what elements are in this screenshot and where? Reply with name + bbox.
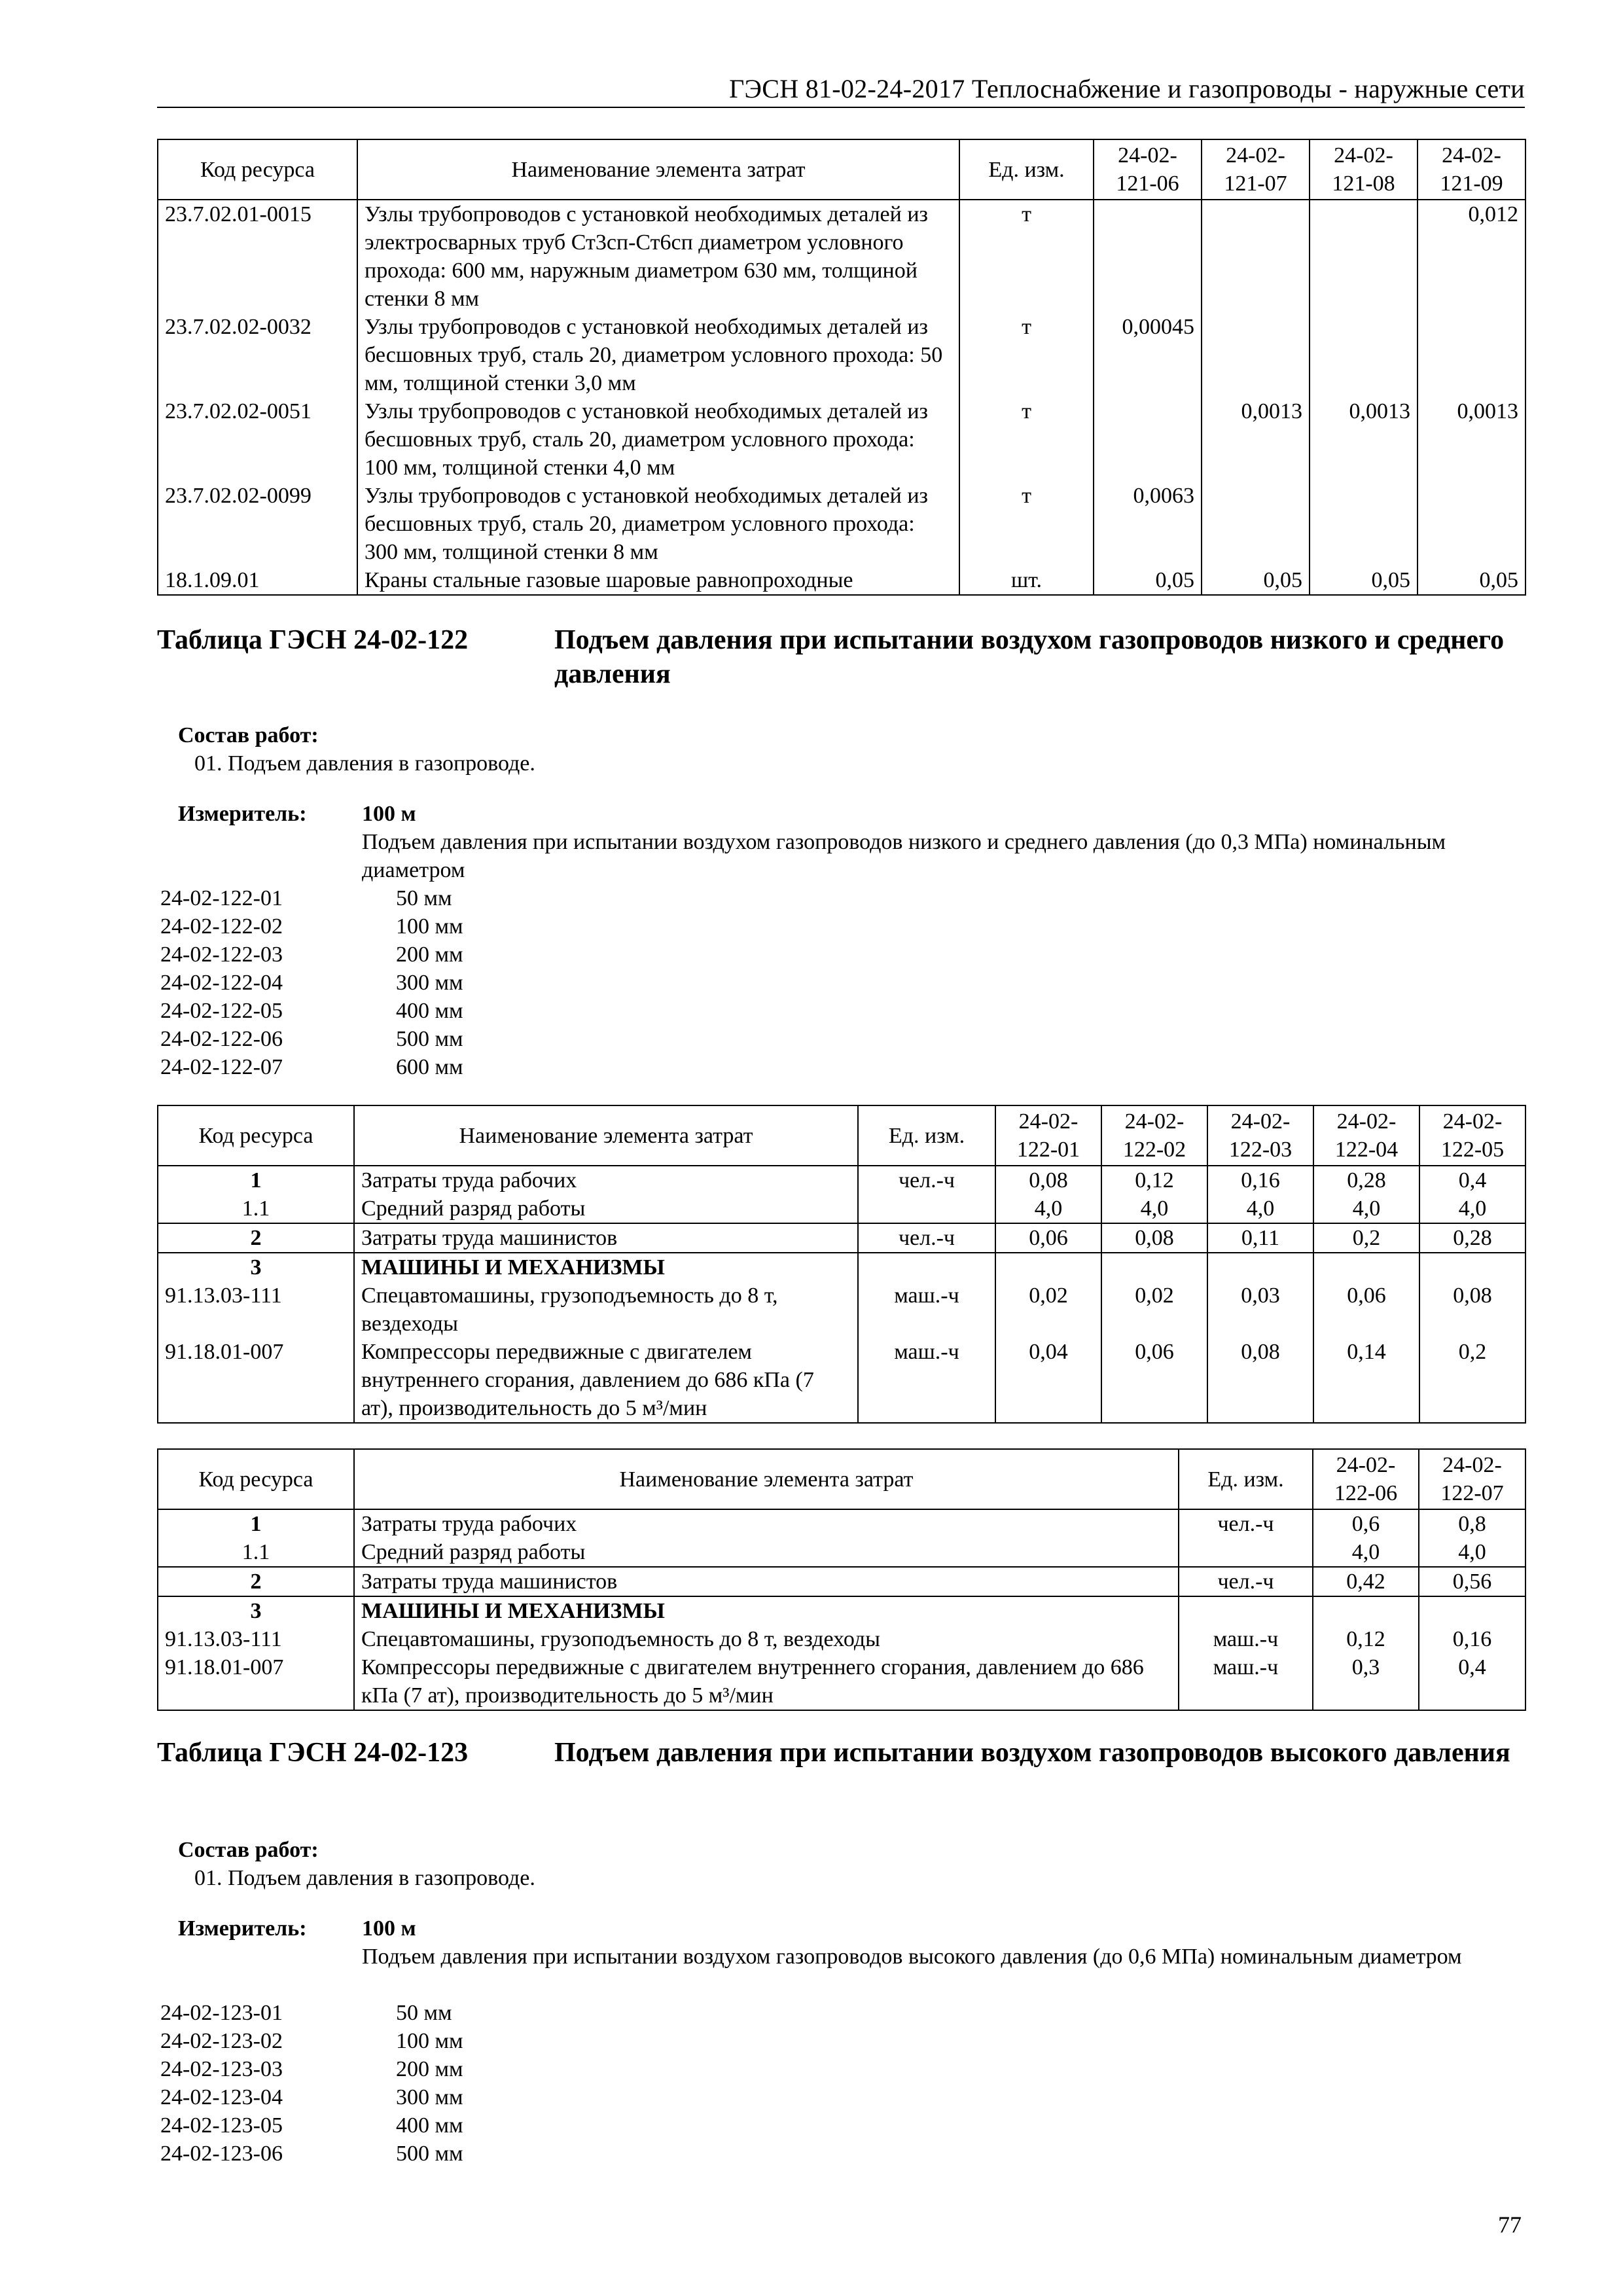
cell-value: 0,4 [1419,1653,1525,1710]
table-row [158,1194,1525,1223]
cell-value [1310,482,1418,566]
table-row [158,1223,1525,1253]
cell-value: 0,28 [1313,1166,1419,1194]
norm-diameter: 200 мм [396,942,463,967]
cell-value [1094,397,1202,482]
norm-code: 24-02-123-02 [160,2029,283,2053]
cell-value: 4,0 [995,1194,1101,1223]
cell-unit: шт. [959,566,1094,595]
table-123-label: Таблица ГЭСН 24-02-123 [157,1738,469,1768]
table-122-label: Таблица ГЭСН 24-02-122 [157,625,469,655]
norm-code: 24-02-123-05 [160,2113,283,2138]
table-122-resources-a [157,1105,1526,1424]
norm-code: 24-02-123-06 [160,2142,283,2166]
cell-code: 1.1 [158,1194,354,1223]
norm-diameter: 300 мм [396,2085,463,2109]
cell-unit: т [959,313,1094,397]
cell-code: 3 [158,1596,354,1625]
cell-unit [1179,1538,1313,1567]
norm-diameter: 500 мм [396,1027,463,1051]
cell-value [1101,1253,1207,1282]
cell-value [1419,1596,1525,1625]
cell-value: 0,28 [1419,1223,1525,1253]
table-row [158,1625,1525,1653]
cell-unit: маш.-ч [858,1282,995,1338]
work-composition-label: Состав работ: [178,723,319,747]
cell-name: МАШИНЫ И МЕХАНИЗМЫ [354,1596,1179,1625]
cell-unit: маш.-ч [1179,1625,1313,1653]
cell-value: 4,0 [1207,1194,1313,1223]
cell-name: Узлы трубопроводов с установкой необходимых деталей из бесшовных труб, сталь 20, диаметром условного прохода: 100 мм, толщиной стенки 4,0 мм [357,397,959,482]
norm-diameter: 400 мм [396,2113,463,2138]
norm-diameter: 400 мм [396,999,463,1023]
cell-value: 0,03 [1207,1282,1313,1338]
cell-code: 91.13.03-111 [158,1625,354,1653]
col-header-unit: Ед. изм. [959,139,1094,200]
cell-value: 0,8 [1419,1509,1525,1538]
table-row [158,1567,1525,1596]
cell-code: 1 [158,1509,354,1538]
cell-value [1418,482,1525,566]
cell-value: 0,06 [995,1223,1101,1253]
cell-value: 0,4 [1419,1166,1525,1194]
cell-value: 0,08 [1101,1223,1207,1253]
table-row [158,1166,1525,1194]
cell-code: 2 [158,1223,354,1253]
cell-unit: маш.-ч [1179,1653,1313,1710]
table-row [158,200,1525,313]
col-header-code: Код ресурса [158,1449,354,1509]
cell-value [995,1253,1101,1282]
cell-code: 1 [158,1166,354,1194]
norm-list-122 [160,884,815,1081]
norm-diameter: 100 мм [396,2029,463,2053]
cell-value: 0,06 [1101,1338,1207,1423]
cell-value: 0,12 [1313,1625,1419,1653]
norm-code: 24-02-123-03 [160,2057,283,2081]
cell-value: 0,04 [995,1338,1101,1423]
cell-code: 1.1 [158,1538,354,1567]
header-rule [157,107,1525,108]
cell-unit: чел.-ч [1179,1509,1313,1538]
page-number: 77 [1498,2212,1522,2238]
norm-diameter: 50 мм [396,2001,452,2025]
norm-diameter: 600 мм [396,1055,463,1079]
cell-code: 91.18.01-007 [158,1338,354,1423]
norm-code: 24-02-122-01 [160,886,283,910]
cell-value: 0,2 [1419,1338,1525,1423]
table-row [158,566,1525,595]
col-header-norm: 24-02- 121-09 [1418,139,1525,200]
cell-value: 0,02 [995,1282,1101,1338]
norm-diameter: 100 мм [396,914,463,939]
cell-name: Узлы трубопроводов с установкой необходимых деталей из электросварных труб Ст3сп-Ст6сп диаметром условного прохода: 600 мм, наружным диаметром 630 мм, толщиной стенки 8 мм [357,200,959,313]
table-row [158,1509,1525,1538]
cell-unit: чел.-ч [1179,1567,1313,1596]
table-row [158,1282,1525,1338]
cell-name: Затраты труда рабочих [354,1509,1179,1538]
cell-code: 2 [158,1567,354,1596]
cell-name: Затраты труда рабочих [354,1166,858,1194]
cell-name: МАШИНЫ И МЕХАНИЗМЫ [354,1253,858,1282]
cell-value: 0,05 [1418,566,1525,595]
cell-unit: чел.-ч [858,1223,995,1253]
cell-value [1313,1253,1419,1282]
cell-code: 23.7.02.02-0099 [158,482,357,566]
cell-value: 0,08 [1207,1338,1313,1423]
col-header-norm: 24-02- 122-03 [1207,1105,1313,1166]
cell-value: 4,0 [1313,1538,1419,1567]
col-header-norm: 24-02- 121-06 [1094,139,1202,200]
table-123-title: Подъем давления при испытании воздухом газопроводов высокого давления [554,1738,1510,1768]
col-header-unit: Ед. изм. [858,1105,995,1166]
norm-diameter: 300 мм [396,971,463,995]
cell-name: Затраты труда машинистов [354,1223,858,1253]
cell-name: Компрессоры передвижные с двигателем внутреннего сгорания, давлением до 686 кПа (7 ат), производительность до 5 м³/мин [354,1338,858,1423]
table-122-resources-b [157,1448,1526,1711]
cell-value: 0,05 [1094,566,1202,595]
cell-value: 0,012 [1418,200,1525,313]
col-header-norm: 24-02- 122-02 [1101,1105,1207,1166]
col-header-norm: 24-02- 122-01 [995,1105,1101,1166]
cell-code: 91.13.03-111 [158,1282,354,1338]
cell-unit: т [959,482,1094,566]
cell-name: Затраты труда машинистов [354,1567,1179,1596]
cell-value: 0,6 [1313,1509,1419,1538]
col-header-name: Наименование элемента затрат [357,139,959,200]
work-composition-item: 01. Подъем давления в газопроводе. [194,1866,535,1890]
cell-unit: т [959,200,1094,313]
norm-code: 24-02-122-07 [160,1055,283,1079]
cell-value: 0,12 [1101,1166,1207,1194]
cell-name: Спецавтомашины, грузоподъемность до 8 т, вездеходы [354,1625,1179,1653]
cell-value: 0,00045 [1094,313,1202,397]
col-header-code: Код ресурса [158,1105,354,1166]
table-row [158,1538,1525,1567]
cell-value: 0,16 [1207,1166,1313,1194]
col-header-name: Наименование элемента затрат [354,1105,858,1166]
table-121-continuation [157,139,1526,596]
meter-value: 100 м [362,802,416,826]
cell-value [1313,1596,1419,1625]
cell-unit [858,1253,995,1282]
col-header-norm: 24-02- 121-08 [1310,139,1418,200]
cell-value: 0,0013 [1202,397,1310,482]
cell-value: 0,3 [1313,1653,1419,1710]
cell-value: 0,06 [1313,1282,1419,1338]
table-row [158,1596,1525,1625]
cell-value [1310,200,1418,313]
cell-value [1202,482,1310,566]
norm-code: 24-02-122-05 [160,999,283,1023]
cell-value [1094,200,1202,313]
cell-unit: чел.-ч [858,1166,995,1194]
cell-code: 23.7.02.01-0015 [158,200,357,313]
cell-code: 3 [158,1253,354,1282]
meter-value: 100 м [362,1916,416,1941]
norm-code: 24-02-122-06 [160,1027,283,1051]
table-row [158,313,1525,397]
cell-value: 0,0063 [1094,482,1202,566]
table-row [158,1253,1525,1282]
col-header-norm: 24-02- 122-07 [1419,1449,1525,1509]
col-header-code: Код ресурса [158,139,357,200]
col-header-name: Наименование элемента затрат [354,1449,1179,1509]
cell-unit: маш.-ч [858,1338,995,1423]
col-header-norm: 24-02- 122-04 [1313,1105,1419,1166]
norm-code: 24-02-122-04 [160,971,283,995]
cell-unit [858,1194,995,1223]
cell-code: 18.1.09.01 [158,566,357,595]
cell-value: 0,14 [1313,1338,1419,1423]
cell-name: Узлы трубопроводов с установкой необходимых деталей из бесшовных труб, сталь 20, диаметром условного прохода: 300 мм, толщиной стенки 8 мм [357,482,959,566]
table-row [158,1338,1525,1423]
norm-code: 24-02-122-02 [160,914,283,939]
cell-code: 23.7.02.02-0032 [158,313,357,397]
meter-description: Подъем давления при испытании воздухом газопроводов высокого давления (до 0,6 МПа) номинальным диаметром [362,1945,1462,1969]
cell-name: Компрессоры передвижные с двигателем внутреннего сгорания, давлением до 686 кПа (7 ат), производительность до 5 м³/мин [354,1653,1179,1710]
col-header-norm: 24-02- 121-07 [1202,139,1310,200]
cell-value [1202,313,1310,397]
cell-value: 0,05 [1202,566,1310,595]
cell-value [1207,1253,1313,1282]
cell-value: 0,02 [1101,1282,1207,1338]
cell-value: 0,05 [1310,566,1418,595]
cell-value: 0,56 [1419,1567,1525,1596]
cell-value: 4,0 [1101,1194,1207,1223]
table-122-title: Подъем давления при испытании воздухом газопроводов низкого и среднего давления [554,625,1505,689]
norm-diameter: 500 мм [396,2142,463,2166]
cell-code: 23.7.02.02-0051 [158,397,357,482]
cell-name: Узлы трубопроводов с установкой необходимых деталей из бесшовных труб, сталь 20, диаметром условного прохода: 50 мм, толщиной стенки 3,0 мм [357,313,959,397]
meter-description: Подъем давления при испытании воздухом газопроводов низкого и среднего давления (до 0,3 МПа) номинальным диаметром [362,830,1446,882]
norm-code: 24-02-123-04 [160,2085,283,2109]
cell-value: 4,0 [1419,1194,1525,1223]
table-row [158,482,1525,566]
work-composition-item: 01. Подъем давления в газопроводе. [194,751,535,776]
norm-code: 24-02-122-03 [160,942,283,967]
cell-name: Спецавтомашины, грузоподъемность до 8 т, вездеходы [354,1282,858,1338]
cell-value: 0,42 [1313,1567,1419,1596]
cell-unit [1179,1596,1313,1625]
cell-value: 0,0013 [1418,397,1525,482]
table-row [158,1653,1525,1710]
cell-value [1418,313,1525,397]
cell-value: 0,2 [1313,1223,1419,1253]
cell-value: 4,0 [1313,1194,1419,1223]
cell-value [1419,1253,1525,1282]
cell-code: 91.18.01-007 [158,1653,354,1710]
table-row [158,397,1525,482]
cell-name: Краны стальные газовые шаровые равнопроходные [357,566,959,595]
norm-diameter: 200 мм [396,2057,463,2081]
page-header-title: ГЭСН 81-02-24-2017 Теплоснабжение и газопроводы - наружные сети [729,74,1525,103]
norm-list-123 [160,1999,815,2168]
meter-label: Измеритель: [178,802,307,826]
col-header-norm: 24-02- 122-05 [1419,1105,1525,1166]
cell-value: 0,08 [1419,1282,1525,1338]
cell-value: 0,0013 [1310,397,1418,482]
cell-value: 0,11 [1207,1223,1313,1253]
norm-code: 24-02-123-01 [160,2001,283,2025]
meter-label: Измеритель: [178,1916,307,1941]
cell-value: 0,16 [1419,1625,1525,1653]
cell-value: 4,0 [1419,1538,1525,1567]
cell-value [1202,200,1310,313]
cell-name: Средний разряд работы [354,1538,1179,1567]
cell-value [1310,313,1418,397]
norm-diameter: 50 мм [396,886,452,910]
cell-name: Средний разряд работы [354,1194,858,1223]
col-header-unit: Ед. изм. [1179,1449,1313,1509]
work-composition-label: Состав работ: [178,1838,319,1862]
cell-value: 0,08 [995,1166,1101,1194]
cell-unit: т [959,397,1094,482]
col-header-norm: 24-02- 122-06 [1313,1449,1419,1509]
